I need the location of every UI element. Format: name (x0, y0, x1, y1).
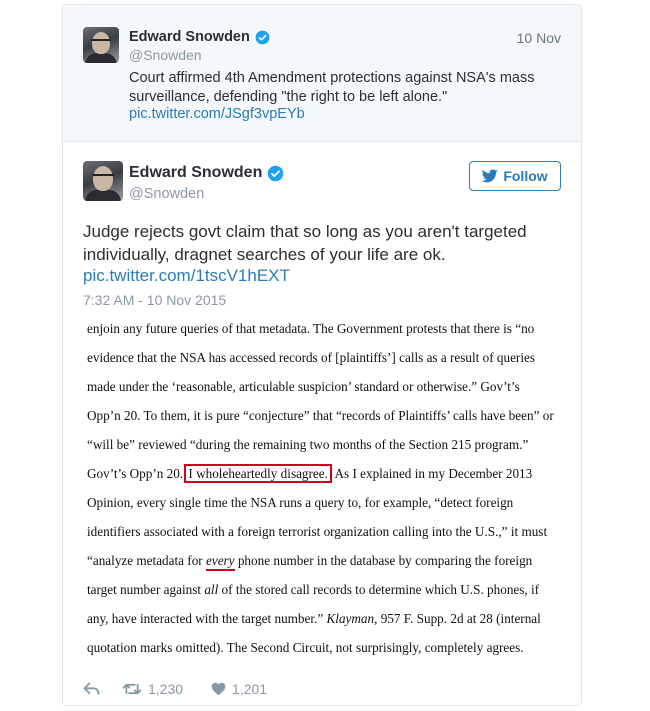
retweet-button[interactable] (122, 681, 183, 697)
author-name-text[interactable]: Edward Snowden (129, 164, 263, 181)
reply-button[interactable] (83, 682, 100, 696)
verified-badge-icon (255, 30, 270, 45)
document-text: , 957 F. Supp. 2d at 28 (internal (374, 611, 541, 626)
document-text: phone number in the database by comparing the foreign (234, 553, 533, 568)
document-line (87, 611, 541, 627)
document-text: Gov’t’s Opp’n 20. (87, 466, 187, 481)
document-line: quotation marks omitted). The Second Circuit, not surprisingly, completely agrees. (87, 640, 524, 655)
document-line: evidence that the NSA has accessed records of [plaintiffs’] calls as a result of queries (87, 350, 535, 365)
follow-button-label: Follow (503, 168, 548, 184)
tweet-text: Judge rejects govt claim that so long as you aren't targeted individually, dragnet searches of your life are ok. (83, 222, 527, 264)
parent-avatar[interactable] (83, 27, 119, 63)
document-line: “will be” reviewed “during the remaining two months of the Section 215 program.” (87, 437, 529, 452)
document-line (87, 553, 532, 569)
parent-tweet[interactable] (63, 5, 581, 142)
retweet-count: 1,230 (148, 681, 184, 697)
document-line (87, 582, 539, 598)
heart-icon (211, 682, 226, 696)
document-line: identifiers associated with a foreign terrorist organization calling into the U.S.,” it must (87, 524, 548, 539)
follow-button[interactable] (469, 161, 561, 191)
document-text: any, have interacted with the target number.” (87, 611, 327, 626)
attached-document-image[interactable] (73, 315, 571, 675)
retweet-icon (122, 682, 142, 696)
author-avatar[interactable] (83, 161, 123, 201)
document-text: target number against (87, 582, 205, 597)
tweet-media-link[interactable]: pic.twitter.com/1tscV1hEXT (83, 266, 290, 285)
parent-tweet-text: Court affirmed 4th Amendment protections against NSA's mass surveillance, defending "the right to be left alone." (129, 70, 535, 105)
author-handle[interactable]: @Snowden (129, 186, 205, 202)
document-text: As I explained in my December 2013 (331, 466, 533, 481)
underlined-word: every (206, 553, 235, 571)
reply-icon (83, 682, 100, 696)
verified-badge-icon (267, 165, 284, 182)
document-line: Opinion, every single time the NSA runs a query to, for example, “detect foreign (87, 495, 514, 510)
twitter-bird-icon (482, 169, 498, 183)
highlighted-phrase: I wholeheartedly disagree. (184, 464, 332, 483)
tweet-actions (83, 679, 267, 699)
parent-tweet-media-link[interactable]: pic.twitter.com/JSgf3vpEYb (129, 106, 305, 122)
tweet-timestamp[interactable]: 7:32 AM - 10 Nov 2015 (83, 292, 227, 308)
author-name[interactable] (129, 164, 284, 182)
document-line: made under the ‘reasonable, articulable suspicion’ standard or otherwise.” Gov’t’s (87, 379, 520, 394)
document-text: of the stored call records to determine which U.S. phones, if (218, 582, 540, 597)
document-text: “analyze metadata for (87, 553, 206, 568)
parent-author-handle[interactable]: @Snowden (129, 47, 202, 63)
like-button[interactable] (211, 681, 267, 697)
embedded-tweet-card (62, 4, 582, 706)
document-line: Opp’n 20. To them, it is pure “conjecture” that “records of Plaintiffs’ calls have been” or (87, 408, 554, 423)
like-count: 1,201 (232, 681, 268, 697)
parent-tweet-date[interactable]: 10 Nov (516, 30, 561, 46)
italic-word: all (204, 582, 219, 597)
parent-author-name[interactable] (129, 29, 270, 45)
italic-citation: Klayman (326, 611, 375, 626)
document-line (87, 466, 532, 482)
document-line: enjoin any future queries of that metadata. The Government protests that there is “no (87, 321, 535, 336)
parent-author-name-text[interactable]: Edward Snowden (129, 29, 250, 45)
